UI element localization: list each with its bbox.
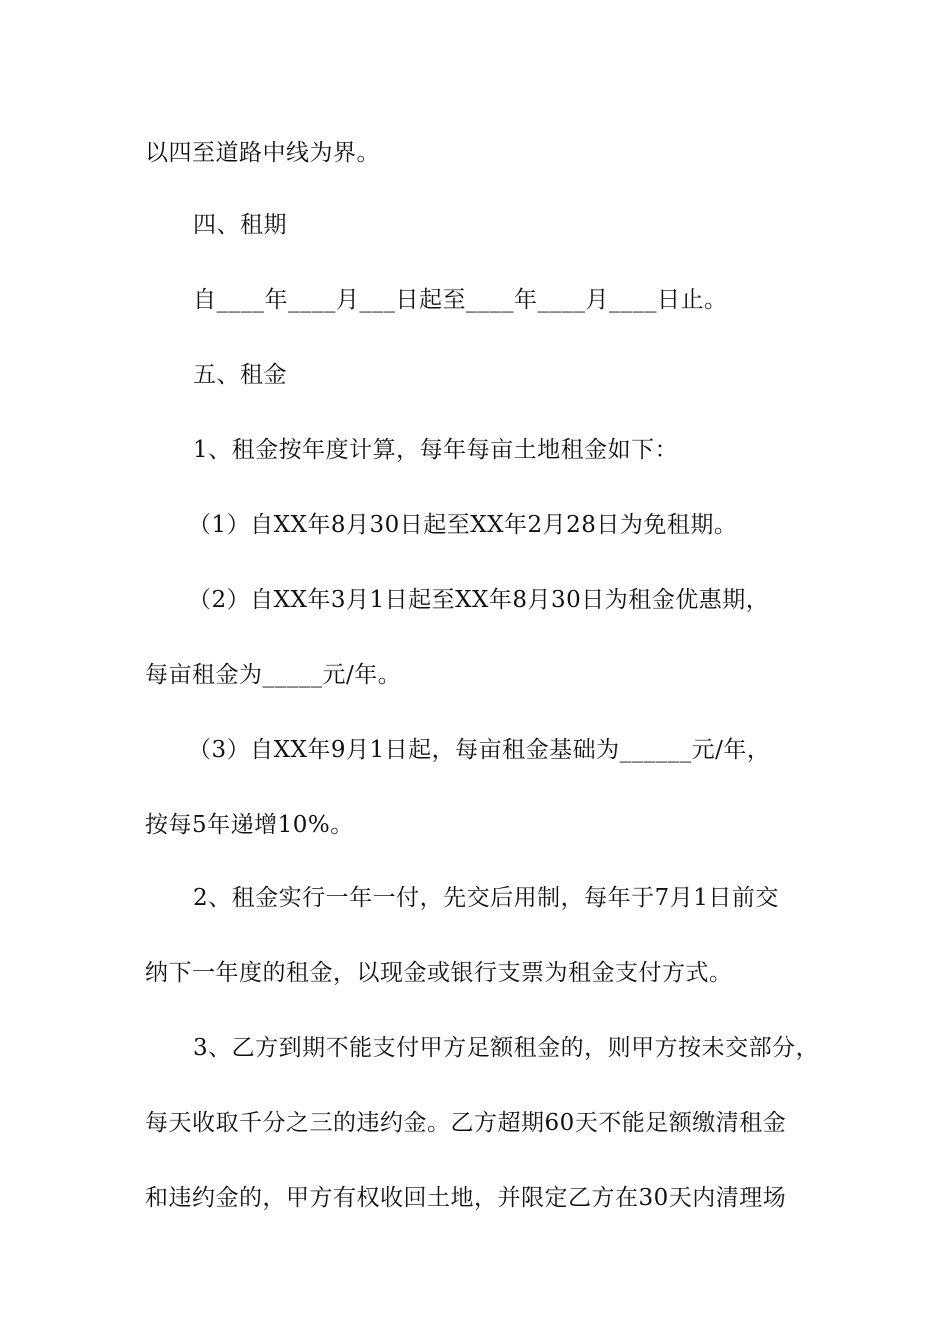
section-heading-lease-term: 四、租期: [193, 212, 287, 238]
paragraph-line: （1）自XX年8月30日起至XX年2月28日为免租期。: [188, 512, 738, 538]
paragraph-line: 以四至道路中线为界。: [145, 140, 380, 166]
section-heading-rent: 五、租金: [193, 362, 287, 388]
paragraph-line: 和违约金的，甲方有权收回土地，并限定乙方在30天内清理场: [145, 1185, 787, 1211]
paragraph-line: 3、乙方到期不能支付甲方足额租金的，则甲方按未交部分，: [193, 1035, 820, 1061]
paragraph-line: 2、租金实行一年一付，先交后用制，每年于7月1日前交: [193, 885, 779, 911]
paragraph-line: （3）自XX年9月1日起，每亩租金基础为______元/年，: [188, 737, 771, 763]
paragraph-line: 自____年____月___日起至____年____月____日止。: [193, 287, 728, 313]
paragraph-line: 1、租金按年度计算，每年每亩土地租金如下：: [193, 437, 679, 463]
paragraph-line: 按每5年递增10%。: [145, 812, 354, 838]
paragraph-line: 每天收取千分之三的违约金。乙方超期60天不能足额缴清租金: [145, 1110, 787, 1136]
paragraph-line: 每亩租金为_____元/年。: [145, 662, 402, 688]
paragraph-line: （2）自XX年3月1日起至XX年8月30日为租金优惠期，: [188, 587, 770, 613]
paragraph-line: 纳下一年度的租金，以现金或银行支票为租金支付方式。: [145, 960, 733, 986]
